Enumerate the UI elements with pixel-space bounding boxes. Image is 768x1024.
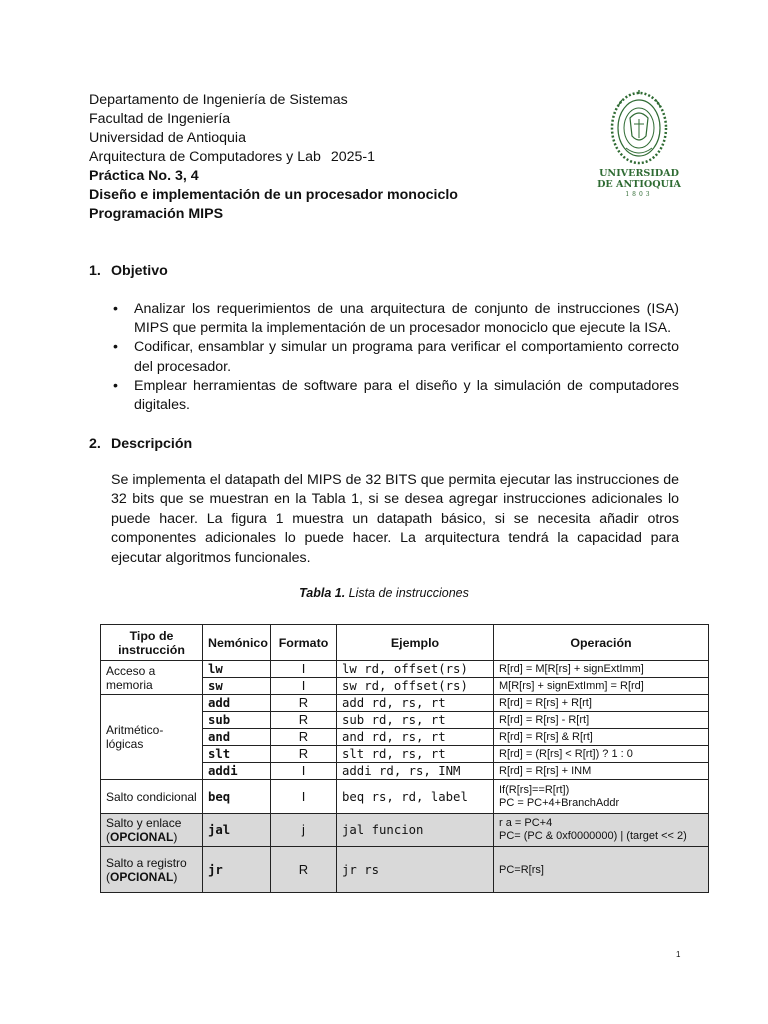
section-objective-heading [89,263,168,279]
column-header-example: Ejemplo [337,625,494,661]
department-name: Departamento de Ingeniería de Sistemas [89,92,348,108]
column-header-type: Tipo de instrucción [101,625,203,661]
practice-number: Práctica No. 3, 4 [89,168,199,184]
practice-title: Diseño e implementación de un procesador monociclo [89,187,458,203]
description-paragraph: Se implementa el datapath del MIPS de 32 BITS que permita ejecutar las instrucciones de 32 bits que se muestran en la Tabla 1, si se desea agregar instrucciones adicionales lo puede hacer. La figura 1 muestra un datapath básico, si se necesita añadir otros componentes adicionales lo puede hacer. La arquitectura tendrá la capacidad para ejecutar algoritmos funcionales. [111,472,679,566]
faculty-name: Facultad de Ingeniería [89,111,231,127]
table-row: Salto a registro (OPCIONAL) jr R jr rs PC=R[rs] [101,847,709,893]
table-row: sw I sw rd, offset(rs) M[R[rs] + signExtImm] = R[rd] [101,678,709,695]
column-header-format: Formato [271,625,337,661]
section-number: 1. [89,263,101,279]
logo-text-line2: DE ANTIOQUIA [597,179,681,190]
table-row: Salto condicional beq I beq rs, rd, label If(R[rs]==R[rt]) PC = PC+4+BranchAddr [101,780,709,814]
type-cell: Salto a registro (OPCIONAL) [101,847,203,893]
logo-year: 1803 [625,191,653,198]
course-name: Arquitectura de Computadores y Lab [89,149,321,165]
type-cell: Acceso a memoria [101,661,203,695]
list-item: • Emplear herramientas de software para el diseño y la simulación de computadores digitales. [113,377,679,414]
list-item: • Codificar, ensamblar y simular un programa para verificar el comportamiento correcto del procesador. [113,339,679,375]
instruction-table [100,624,709,893]
type-cell: Salto condicional [101,780,203,814]
type-cell: Aritmético-lógicas [101,695,203,780]
table-row: sub R sub rd, rs, rt R[rd] = R[rs] - R[rt] [101,712,709,729]
section-number: 2. [89,436,101,452]
logo-text-line1: UNIVERSIDAD [599,168,679,179]
course-year: 2025-1 [330,149,376,165]
type-cell: Salto y enlace (OPCIONAL) [101,814,203,847]
section-title: Objetivo [111,263,168,279]
table-header-row [101,625,709,661]
section-title: Descripción [111,436,193,452]
column-header-mnemonic: Nemónico [203,625,271,661]
table-row: and R and rd, rs, rt R[rd] = R[rs] & R[rt] [101,729,709,746]
table-row: Aritmético-lógicas add R add rd, rs, rt R[rd] = R[rs] + R[rt] [101,695,709,712]
objective-list [111,300,679,415]
list-item: • Analizar los requerimientos de una arquitectura de conjunto de instrucciones (ISA) MIPS que permita la implementación de un procesador monociclo que ejecute la ISA. [113,301,679,337]
table-row: slt R slt rd, rs, rt R[rd] = (R[rs] < R[rt]) ? 1 : 0 [101,746,709,763]
table-row: Acceso a memoria lw I lw rd, offset(rs) R[rd] = M[R[rs] + signExtImm] [101,661,709,678]
course-line [89,148,458,167]
table-caption: Tabla 1. Lista de instrucciones [299,586,469,600]
page-number: 1 [676,950,681,959]
university-name: Universidad de Antioquia [89,130,246,146]
section-description-heading [89,436,192,452]
practice-subtitle: Programación MIPS [89,206,224,222]
document-header [89,91,458,224]
column-header-operation: Operación [494,625,709,661]
university-logo [596,88,682,200]
table-row: addi I addi rd, rs, INM R[rd] = R[rs] + INM [101,763,709,780]
table-row: Salto y enlace (OPCIONAL) jal j jal funcion r a = PC+4 PC= (PC & 0xf0000000) | (target << 2) [101,814,709,847]
university-seal-icon [596,88,682,168]
